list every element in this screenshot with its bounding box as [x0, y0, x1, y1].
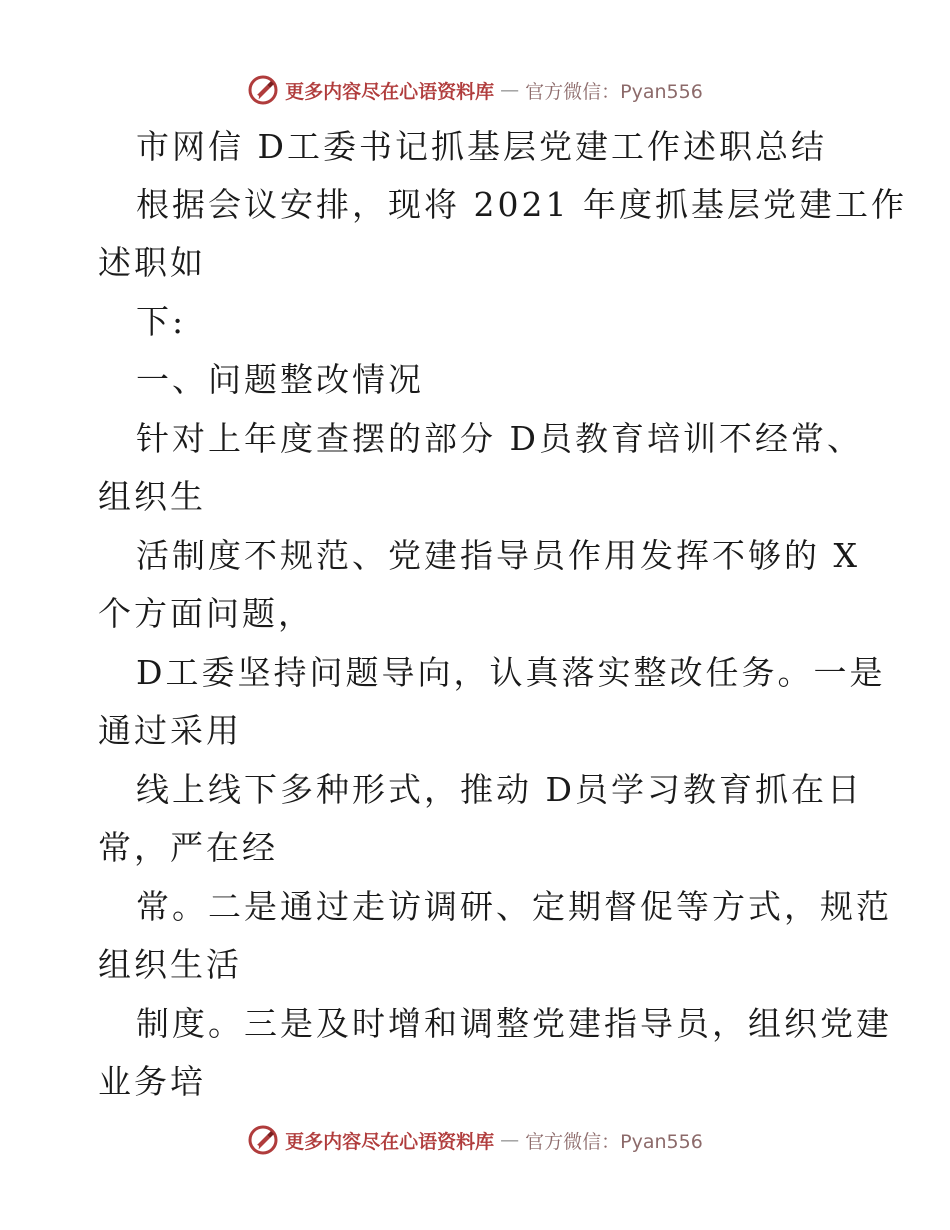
- paragraph-line: 组织生活: [98, 945, 242, 984]
- paragraph-line: 线上线下多种形式，推动 D员学习教育抓在日: [136, 770, 863, 809]
- pen-circle-logo-icon: [247, 1124, 279, 1156]
- paragraph-line: D工委坚持问题导向，认真落实整改任务。一是: [136, 653, 886, 692]
- paragraph-line: 组织生: [98, 477, 206, 516]
- paragraph-line: 业务培: [98, 1062, 206, 1101]
- paragraph-line: 活制度不规范、党建指导员作用发挥不够的 X: [136, 536, 860, 575]
- document-title: 市网信 D工委书记抓基层党建工作述职总结: [136, 127, 827, 166]
- paragraph-line: 针对上年度查摆的部分 D员教育培训不经常、: [136, 419, 863, 458]
- pen-circle-logo-icon: [247, 74, 279, 106]
- watermark-separator: —: [500, 79, 520, 101]
- watermark-text: 更多内容尽在心语资料库: [285, 1130, 495, 1153]
- watermark-separator: —: [500, 1129, 520, 1151]
- paragraph-line: 常。二是通过走访调研、定期督促等方式，规范: [136, 887, 892, 926]
- paragraph-line: 通过采用: [98, 711, 242, 750]
- watermark-text: 更多内容尽在心语资料库: [285, 80, 495, 103]
- footer-watermark: [0, 1120, 950, 1160]
- paragraph-line: 个方面问题，: [98, 594, 314, 633]
- paragraph-line: 下:: [136, 302, 187, 341]
- watermark-contact: 官方微信：Pyan556: [525, 80, 703, 103]
- paragraph-line: 根据会议安排，现将 2021 年度抓基层党建工作: [136, 185, 907, 224]
- paragraph-line: 常，严在经: [98, 828, 278, 867]
- watermark-contact: 官方微信：Pyan556: [525, 1130, 703, 1153]
- paragraph-line: 制度。三是及时增和调整党建指导员，组织党建: [136, 1004, 892, 1043]
- paragraph-line: 述职如: [98, 243, 206, 282]
- header-watermark: [0, 70, 950, 110]
- section-heading: 一、问题整改情况: [136, 360, 424, 399]
